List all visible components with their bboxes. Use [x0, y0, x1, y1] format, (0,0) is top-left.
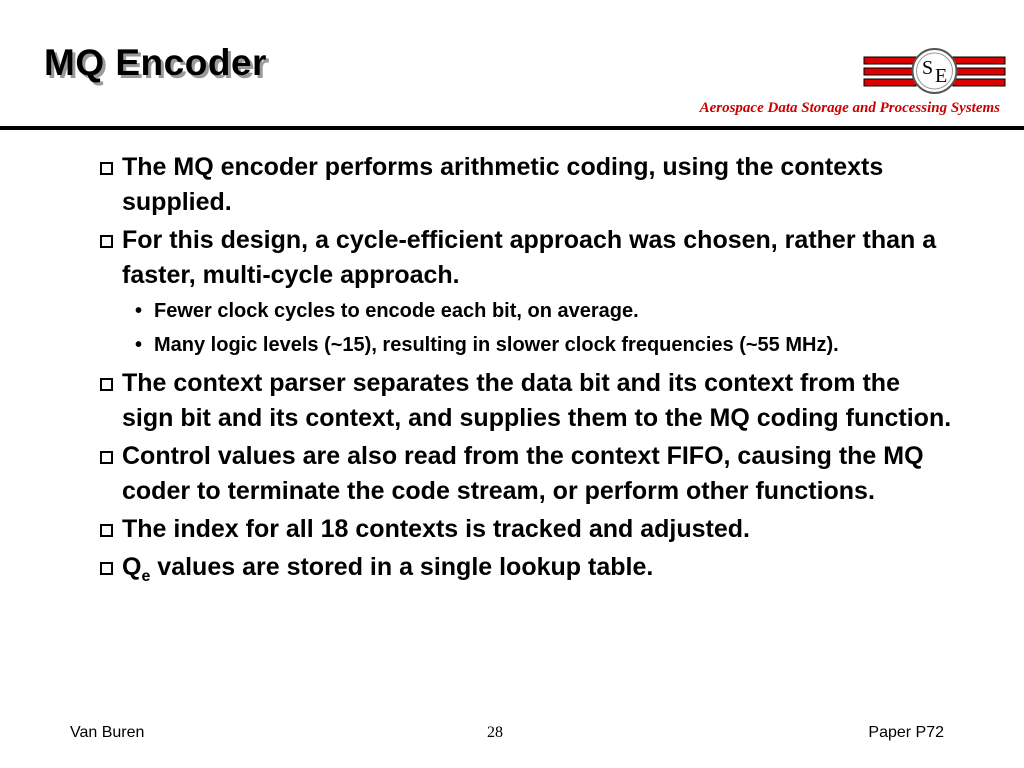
- square-bullet-icon: [100, 378, 113, 391]
- header-divider: [0, 126, 1024, 130]
- sub-bullet-item: [97, 330, 957, 360]
- bullet-text: The context parser separates the data bit and its context from the sign bit and its context, and supplies them to the MQ coding function.: [122, 369, 952, 432]
- dot-bullet-icon: •: [135, 334, 143, 356]
- square-bullet-icon: [100, 162, 113, 175]
- slide-body: [97, 150, 957, 588]
- square-bullet-icon: [100, 451, 113, 464]
- logo-letter-e: E: [935, 65, 948, 87]
- bullet-text: For this design, a cycle-efficient approach was chosen, rather than a faster, multi-cycle approach.: [122, 226, 937, 289]
- sub-bullet-text: Many logic levels (~15), resulting in slower clock frequencies (~55 MHz).: [154, 334, 839, 356]
- bullet-text: Control values are also read from the context FIFO, causing the MQ coder to terminate the code stream, or perform other functions.: [122, 442, 924, 505]
- sub-bullet-list: [97, 296, 957, 360]
- slide-title: MQ Encoder: [44, 42, 267, 83]
- bullet-item: [97, 223, 957, 293]
- footer-page-number: 28: [487, 724, 503, 741]
- logo-letter-s: S: [922, 57, 934, 79]
- bullet-item: [97, 366, 957, 436]
- bullet-item: [97, 550, 957, 585]
- bullet-item: [97, 150, 957, 220]
- qe-symbol: Q: [122, 553, 142, 581]
- company-tagline: Aerospace Data Storage and Processing Systems: [699, 100, 1000, 116]
- sub-bullet-text: Fewer clock cycles to encode each bit, on average.: [154, 300, 639, 322]
- dot-bullet-icon: •: [135, 300, 143, 322]
- bullet-item: [97, 512, 957, 547]
- footer-author: Van Buren: [70, 724, 145, 741]
- bullet-text: The MQ encoder performs arithmetic coding, using the contexts supplied.: [122, 153, 884, 216]
- square-bullet-icon: [100, 562, 113, 575]
- se-logo: [863, 44, 1006, 100]
- footer-paper-id: Paper P72: [868, 724, 944, 741]
- bullet-text: values are stored in a single lookup table.: [150, 553, 654, 581]
- bullet-text: The index for all 18 contexts is tracked and adjusted.: [122, 515, 750, 543]
- sub-bullet-item: [97, 296, 957, 326]
- square-bullet-icon: [100, 235, 113, 248]
- qe-subscript: e: [141, 568, 151, 585]
- bullet-item: [97, 439, 957, 509]
- square-bullet-icon: [100, 524, 113, 537]
